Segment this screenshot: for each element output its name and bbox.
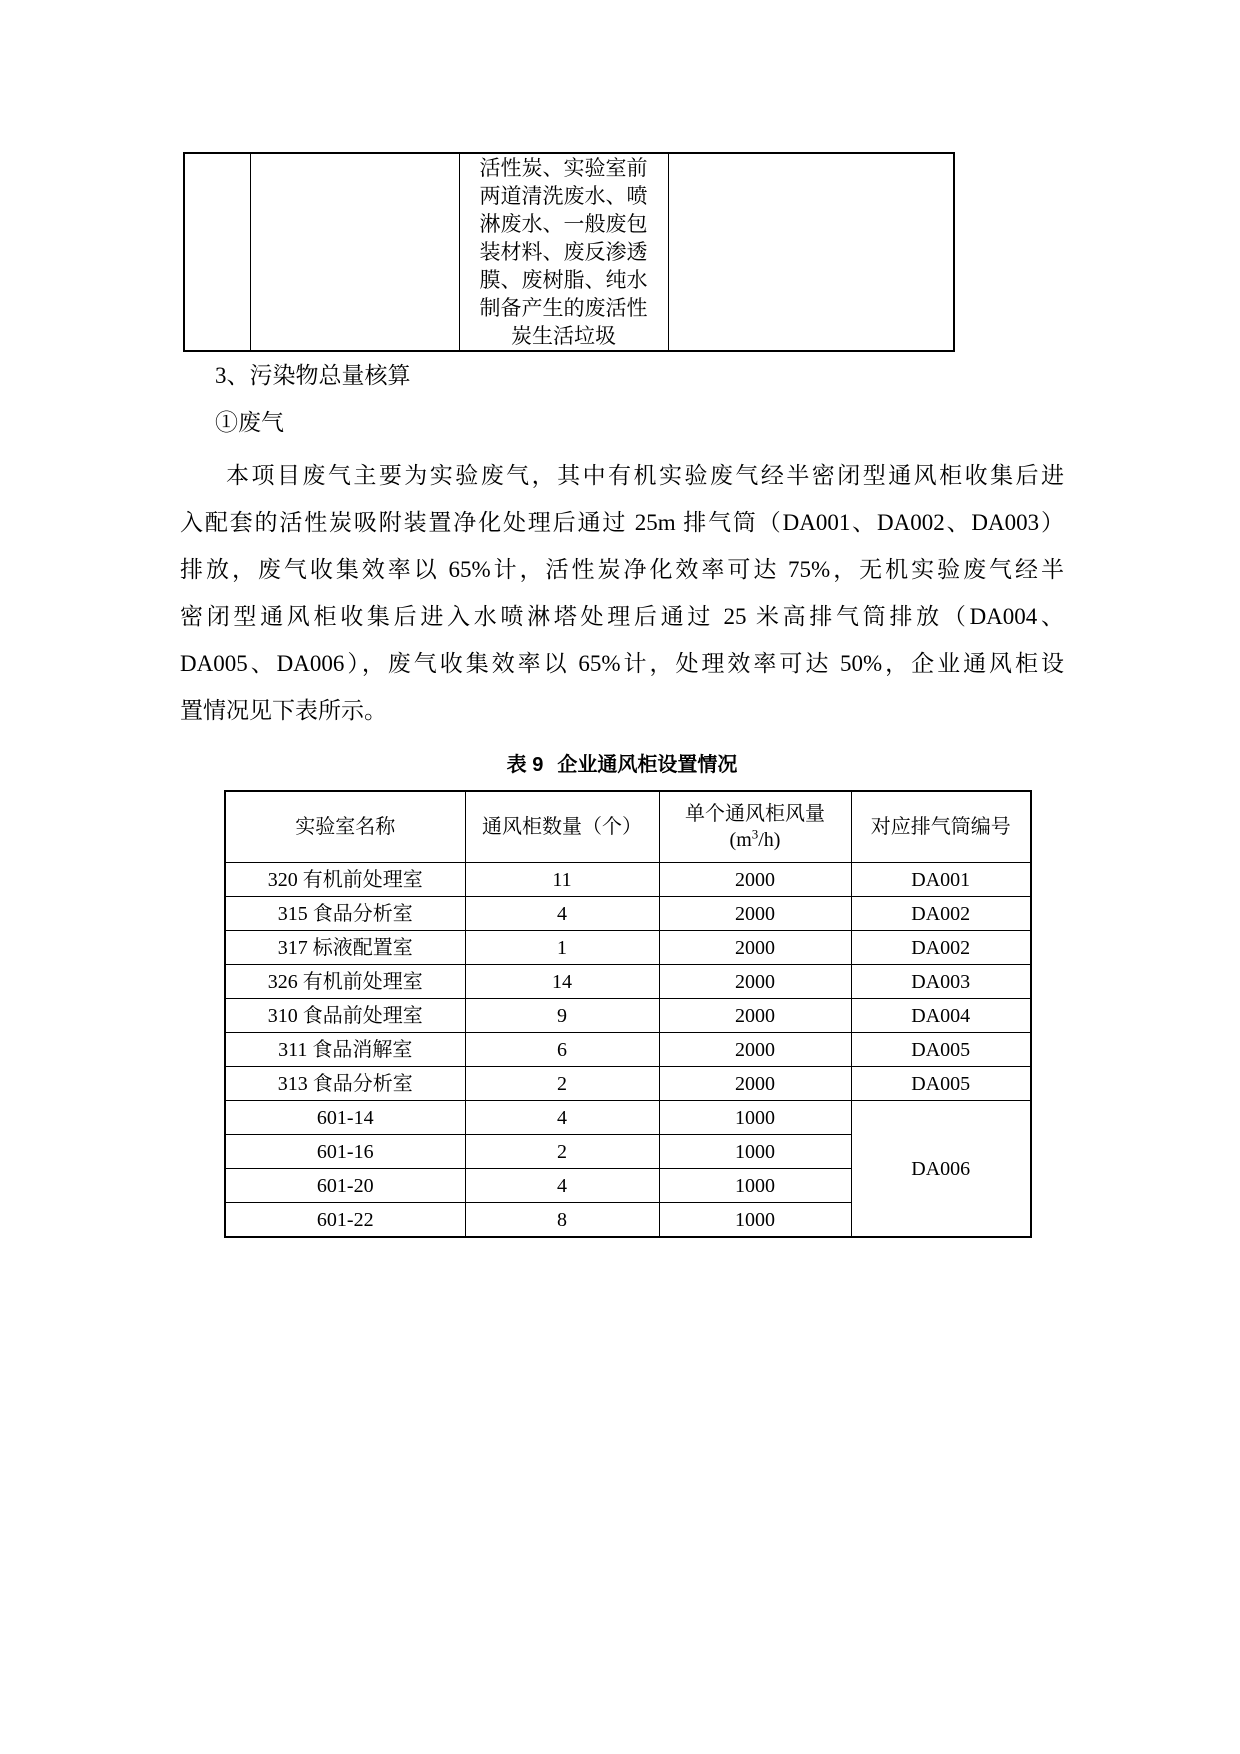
- hood-count-cell: 2: [465, 1135, 659, 1169]
- hood-count-cell: 4: [465, 897, 659, 931]
- lab-name-cell: 601-16: [225, 1135, 465, 1169]
- waste-line: 两道清洗废水、喷: [479, 184, 648, 208]
- hood-count-cell: 14: [465, 965, 659, 999]
- lab-name-cell: 311 食品消解室: [225, 1033, 465, 1067]
- flow-cell: 1000: [659, 1169, 851, 1203]
- lab-name-cell: 326 有机前处理室: [225, 965, 465, 999]
- flow-cell: 1000: [659, 1135, 851, 1169]
- header-hood-count: 通风柜数量（个）: [465, 791, 659, 863]
- flow-cell: 2000: [659, 897, 851, 931]
- hood-count-cell: 2: [465, 1067, 659, 1101]
- hood-count-cell: 8: [465, 1203, 659, 1238]
- paragraph-line: 置情况见下表所示。: [180, 698, 387, 723]
- header-row: [225, 791, 1031, 863]
- lab-name-cell: 315 食品分析室: [225, 897, 465, 931]
- flow-cell: 2000: [659, 1067, 851, 1101]
- empty-cell: [184, 153, 250, 351]
- flow-cell: 1000: [659, 1101, 851, 1135]
- hood-count-cell: 4: [465, 1101, 659, 1135]
- waste-description-cell: [459, 153, 668, 351]
- outlet-cell: DA001: [851, 863, 1031, 897]
- lab-name-cell: 601-14: [225, 1101, 465, 1135]
- flow-cell: 2000: [659, 931, 851, 965]
- lab-name-cell: 313 食品分析室: [225, 1067, 465, 1101]
- outlet-cell: DA002: [851, 897, 1031, 931]
- table-row: [225, 1067, 1031, 1101]
- header-lab-name: 实验室名称: [225, 791, 465, 863]
- paragraph-line: 排放，废气收集效率以 65%计，活性炭净化效率可达 75%，无机实验废气经半: [180, 557, 1064, 582]
- hood-count-cell: 6: [465, 1033, 659, 1067]
- table-row: [225, 965, 1031, 999]
- outlet-cell: DA002: [851, 931, 1031, 965]
- fume-hood-table: [224, 790, 1032, 1238]
- outlet-cell: DA005: [851, 1067, 1031, 1101]
- hood-count-cell: 11: [465, 863, 659, 897]
- waste-line: 炭生活垃圾: [511, 324, 616, 348]
- paragraph-line: 本项目废气主要为实验废气，其中有机实验废气经半密闭型通风柜收集后进: [226, 463, 1064, 488]
- paragraph-line: 密闭型通风柜收集后进入水喷淋塔处理后通过 25 米高排气筒排放（DA004、: [180, 604, 1064, 629]
- lab-name-cell: 310 食品前处理室: [225, 999, 465, 1033]
- table-row: [225, 931, 1031, 965]
- flow-cell: 1000: [659, 1203, 851, 1238]
- table-row: [225, 1033, 1031, 1067]
- table9-caption-title: 企业通风柜设置情况: [557, 754, 738, 776]
- hood-count-cell: 9: [465, 999, 659, 1033]
- waste-line: 膜、废树脂、纯水: [479, 268, 648, 292]
- flow-cell: 2000: [659, 999, 851, 1033]
- table-row: [225, 863, 1031, 897]
- section-heading: 3、污染物总量核算: [215, 363, 411, 388]
- waste-line: 淋废水、一般废包: [479, 212, 648, 236]
- waste-table-fragment: [183, 152, 955, 352]
- empty-cell: [250, 153, 459, 351]
- lab-name-cell: 601-22: [225, 1203, 465, 1238]
- paragraph-line: DA005、DA006），废气收集效率以 65%计，处理效率可达 50%，企业通风柜设: [180, 651, 1064, 676]
- paragraph-line: 入配套的活性炭吸附装置净化处理后通过 25m 排气筒（DA001、DA002、DA003）: [180, 510, 1064, 535]
- waste-line: 制备产生的废活性: [479, 296, 648, 320]
- outlet-cell-merged: DA006: [851, 1101, 1031, 1238]
- lab-name-cell: 320 有机前处理室: [225, 863, 465, 897]
- outlet-cell: DA004: [851, 999, 1031, 1033]
- table9-caption: [180, 752, 1064, 778]
- table-row: [184, 153, 954, 351]
- header-outlet-id: 对应排气筒编号: [851, 791, 1031, 863]
- body-paragraph: [180, 452, 1064, 734]
- outlet-cell: DA003: [851, 965, 1031, 999]
- table-row: [225, 999, 1031, 1033]
- hood-count-cell: 4: [465, 1169, 659, 1203]
- table9-caption-label: 表 9: [506, 754, 544, 776]
- header-hood-flow: [659, 791, 851, 863]
- empty-cell: [668, 153, 954, 351]
- table-row: [225, 897, 1031, 931]
- waste-line: 活性炭、实验室前: [479, 156, 648, 180]
- lab-name-cell: 317 标液配置室: [225, 931, 465, 965]
- flow-cell: 2000: [659, 965, 851, 999]
- header-flow-unit: $(m^3/h)$: [729, 826, 781, 851]
- outlet-cell: DA005: [851, 1033, 1031, 1067]
- lab-name-cell: 601-20: [225, 1169, 465, 1203]
- header-flow-line1: 单个通风柜风量: [685, 803, 825, 825]
- table-row: [225, 1101, 1031, 1135]
- waste-line: 装材料、废反渗透: [479, 240, 648, 264]
- flow-cell: 2000: [659, 1033, 851, 1067]
- flow-cell: 2000: [659, 863, 851, 897]
- subsection-heading-gas: ①废气: [215, 410, 284, 435]
- hood-count-cell: 1: [465, 931, 659, 965]
